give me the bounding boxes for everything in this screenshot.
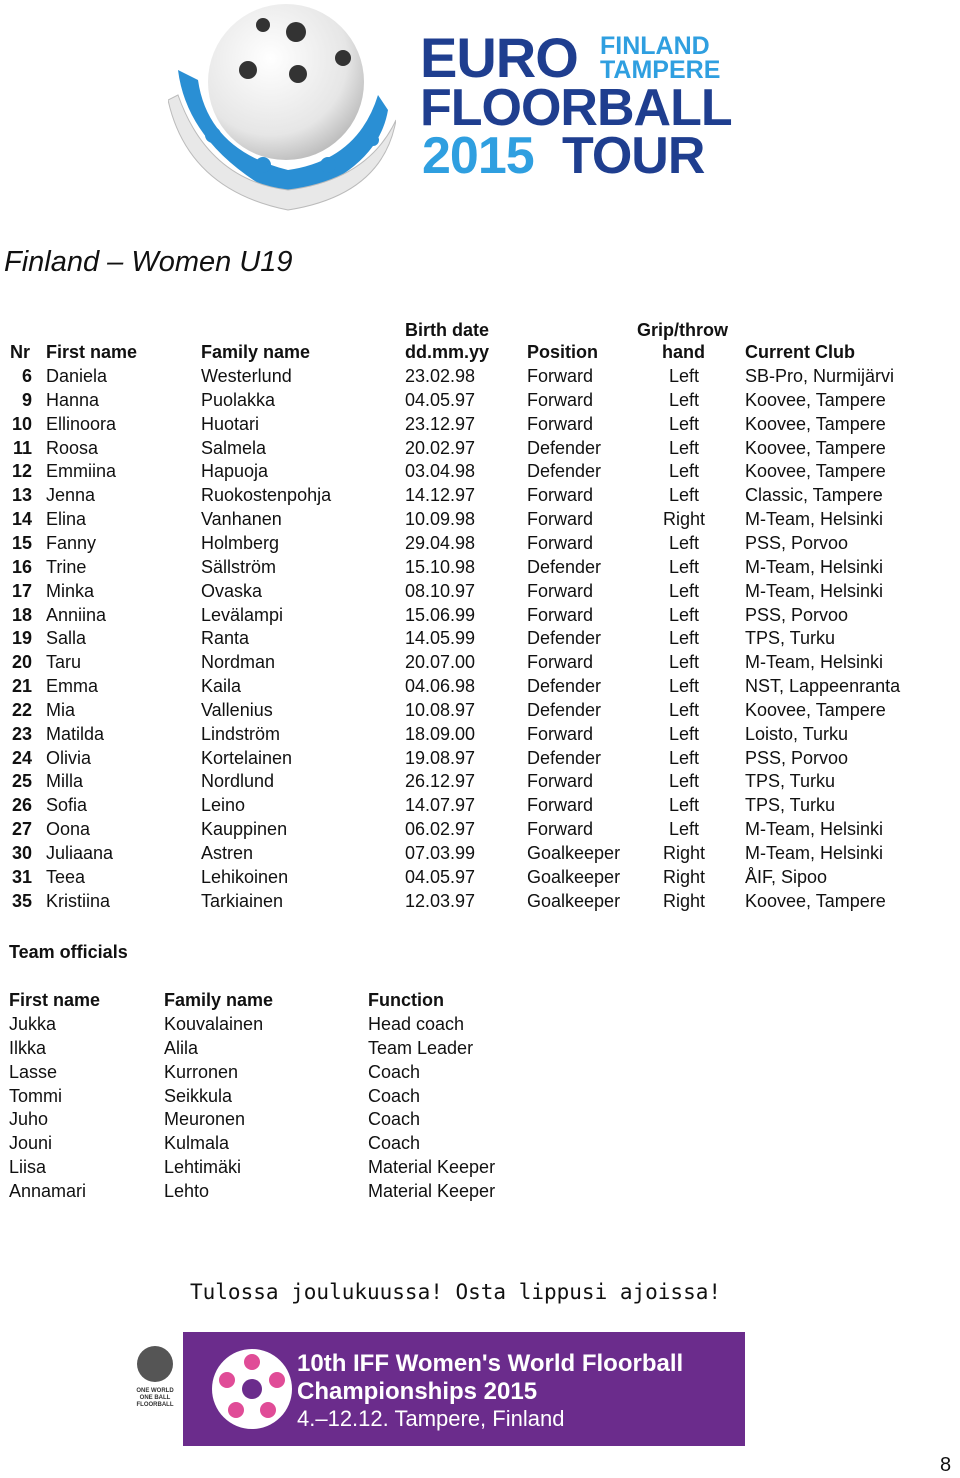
logo-finland: FINLAND (600, 32, 710, 60)
cell-position: Forward (527, 413, 594, 434)
cell-position: Defender (527, 437, 602, 458)
list-item (0, 1181, 600, 1205)
list-item (0, 1086, 600, 1110)
cell-grip: Left (668, 556, 700, 577)
cell-position: Forward (527, 532, 594, 553)
logo-tour: TOUR (562, 127, 705, 185)
cell-family: Puolakka (201, 389, 276, 410)
table-row (0, 891, 960, 915)
cell-family: Ruokostenpohja (201, 485, 332, 506)
cell-family: Nordlund (201, 771, 275, 792)
table-row (0, 509, 960, 533)
official-function: Coach (368, 1109, 421, 1130)
officials-header-first-name: First name (9, 990, 101, 1010)
official-first: Jukka (9, 1014, 57, 1034)
officials-header-family-name: Family name (164, 990, 274, 1010)
header-first-name: First name (46, 342, 138, 362)
cell-nr: 25 (11, 771, 32, 792)
header-nr: Nr (10, 342, 31, 362)
cell-nr: 11 (12, 437, 32, 458)
cell-club: ÅIF, Sipoo (745, 866, 828, 887)
cell-first: Hanna (46, 389, 100, 410)
cell-position: Defender (527, 461, 602, 482)
cell-club: M-Team, Helsinki (745, 652, 884, 673)
cell-nr: 15 (11, 532, 32, 553)
cell-birth: 29.04.98 (405, 532, 476, 553)
cell-position: Defender (527, 699, 602, 720)
official-function: Coach (368, 1085, 421, 1106)
list-item (0, 1038, 600, 1062)
logo-tampere: TAMPERE (600, 56, 721, 84)
cell-nr: 31 (11, 866, 32, 887)
cell-nr: 26 (11, 795, 32, 816)
cell-birth: 23.02.98 (405, 366, 476, 386)
header-grip: Grip/throw (637, 320, 728, 340)
official-first: Lasse (9, 1061, 58, 1082)
cell-family: Vanhanen (201, 509, 282, 530)
table-row (0, 771, 960, 795)
logo-year: 2015 (422, 127, 534, 185)
championship-banner[interactable] (127, 1332, 745, 1446)
cell-position: Forward (527, 795, 594, 816)
promo-text: Tulossa joulukuussa! Osta lippusi ajoissa! (190, 1280, 722, 1304)
cell-grip: Left (668, 819, 700, 840)
cell-club: Koovee, Tampere (745, 461, 886, 482)
cell-family: Levälampi (201, 604, 284, 625)
cell-birth: 20.07.00 (405, 652, 476, 673)
cell-club: Loisto, Turku (745, 723, 849, 744)
cell-club: NST, Lappeenranta (745, 676, 901, 697)
cell-family: Ranta (201, 628, 250, 649)
official-first: Annamari (9, 1180, 87, 1201)
official-function: Material Keeper (368, 1157, 496, 1178)
cell-grip: Left (668, 747, 700, 768)
table-row (0, 700, 960, 724)
table-row (0, 724, 960, 748)
cell-grip: Right (662, 843, 706, 863)
cell-first: Emmiina (46, 461, 117, 482)
cell-club: Classic, Tampere (745, 485, 883, 506)
cell-grip: Left (668, 604, 700, 625)
cell-birth: 10.08.97 (405, 699, 476, 720)
official-family: Kouvalainen (164, 1014, 264, 1034)
banner-line-1: 10th IFF Women's World Floorball (297, 1350, 684, 1377)
cell-birth: 14.12.97 (405, 485, 476, 506)
cell-birth: 23.12.97 (405, 413, 476, 434)
official-function: Team Leader (368, 1037, 474, 1058)
cell-grip: Left (668, 628, 700, 649)
logo-floorball: FLOORBALL (420, 79, 732, 137)
cell-position: Forward (527, 604, 594, 625)
official-first: Juho (9, 1109, 49, 1130)
cell-birth: 08.10.97 (405, 580, 476, 601)
cell-grip: Left (668, 413, 700, 434)
table-row (0, 557, 960, 581)
table-row (0, 414, 960, 438)
cell-first: Juliaana (46, 843, 114, 863)
cell-position: Goalkeeper (527, 866, 621, 887)
cell-position: Defender (527, 676, 602, 697)
officials-title: Team officials (9, 942, 128, 962)
cell-nr: 16 (11, 556, 32, 577)
cell-nr: 20 (11, 652, 32, 673)
cell-nr: 19 (11, 628, 32, 649)
banner-line-2: Championships 2015 (297, 1378, 538, 1405)
cell-birth: 12.03.97 (405, 890, 476, 911)
table-row (0, 748, 960, 772)
official-function: Coach (368, 1061, 421, 1082)
table-row (0, 438, 960, 462)
cell-first: Olivia (46, 747, 92, 768)
header-birth-format: dd.mm.yy (405, 342, 490, 362)
cell-first: Minka (46, 580, 95, 601)
header-position: Position (527, 342, 598, 362)
cell-family: Westerlund (201, 366, 292, 386)
cell-first: Matilda (46, 723, 105, 744)
cell-nr: 27 (11, 819, 32, 840)
cell-grip: Left (668, 771, 700, 792)
cell-club: SB-Pro, Nurmijärvi (745, 366, 895, 386)
cell-first: Daniela (46, 366, 108, 386)
cell-nr: 23 (11, 723, 32, 744)
cell-club: Koovee, Tampere (745, 437, 886, 458)
list-item (0, 1157, 600, 1181)
cell-nr: 35 (11, 890, 32, 911)
official-family: Kurronen (164, 1061, 239, 1082)
cell-family: Leino (201, 795, 246, 816)
cell-first: Sofia (46, 795, 88, 816)
page-number: 8 (940, 1454, 952, 1476)
cell-first: Fanny (46, 532, 97, 553)
header-hand: hand (662, 342, 705, 362)
cell-nr: 6 (21, 366, 32, 386)
cell-position: Forward (527, 580, 594, 601)
table-row (0, 676, 960, 700)
header-club: Current Club (745, 342, 855, 362)
cell-family: Kaila (201, 676, 242, 697)
cell-family: Lindström (201, 723, 281, 744)
official-family: Alila (164, 1037, 199, 1058)
cell-nr: 9 (21, 389, 32, 410)
cell-club: PSS, Porvoo (745, 747, 849, 768)
table-row (0, 867, 960, 891)
cell-club: TPS, Turku (745, 771, 836, 792)
header-family-name: Family name (201, 342, 311, 362)
cell-first: Roosa (46, 437, 99, 458)
cell-family: Ovaska (201, 580, 263, 601)
cell-family: Lehikoinen (201, 866, 289, 887)
cell-grip: Left (668, 389, 700, 410)
official-function: Coach (368, 1133, 421, 1154)
iff-logo-panel (127, 1332, 183, 1446)
cell-club: M-Team, Helsinki (745, 580, 884, 601)
cell-nr: 17 (11, 580, 32, 601)
cell-position: Defender (527, 628, 602, 649)
cell-family: Sällström (201, 556, 277, 577)
cell-first: Emma (46, 676, 99, 697)
table-row (0, 843, 960, 867)
cell-family: Tarkiainen (201, 890, 284, 911)
official-first: Liisa (9, 1157, 47, 1178)
cell-family: Nordman (201, 652, 276, 673)
cell-club: TPS, Turku (745, 628, 836, 649)
cell-family: Huotari (201, 413, 260, 434)
table-row (0, 795, 960, 819)
cell-grip: Left (668, 437, 700, 458)
official-first: Jouni (9, 1133, 53, 1154)
cell-first: Taru (46, 652, 82, 673)
table-row (0, 581, 960, 605)
official-first: Ilkka (9, 1037, 47, 1058)
cell-birth: 20.02.97 (405, 437, 476, 458)
cell-nr: 22 (11, 699, 32, 720)
cell-grip: Right (662, 509, 706, 530)
cell-first: Jenna (46, 485, 96, 506)
cell-nr: 14 (11, 509, 32, 530)
cell-nr: 21 (11, 676, 32, 697)
header-birth-date: Birth date (405, 320, 490, 340)
cell-birth: 15.06.99 (405, 604, 476, 625)
cell-family: Astren (201, 843, 254, 863)
official-function: Material Keeper (368, 1180, 496, 1201)
cell-birth: 14.07.97 (405, 795, 476, 816)
table-row (0, 461, 960, 485)
cell-club: M-Team, Helsinki (745, 843, 884, 863)
cell-position: Defender (527, 747, 602, 768)
floorball-star-icon (207, 1344, 297, 1434)
official-family: Meuronen (164, 1109, 246, 1130)
cell-position: Goalkeeper (527, 890, 621, 911)
cell-birth: 04.05.97 (405, 389, 476, 410)
cell-club: M-Team, Helsinki (745, 819, 884, 840)
cell-position: Forward (527, 723, 594, 744)
cell-club: Koovee, Tampere (745, 389, 886, 410)
cell-first: Kristiina (46, 890, 111, 911)
cell-grip: Left (668, 461, 700, 482)
cell-club: Koovee, Tampere (745, 413, 886, 434)
cell-club: Koovee, Tampere (745, 890, 886, 911)
cell-grip: Right (662, 866, 706, 887)
table-row (0, 366, 960, 390)
cell-family: Holmberg (201, 532, 280, 553)
cell-position: Defender (527, 556, 602, 577)
cell-family: Kauppinen (201, 819, 288, 840)
table-row (0, 819, 960, 843)
cell-birth: 07.03.99 (405, 843, 476, 863)
cell-first: Oona (46, 819, 91, 840)
cell-birth: 04.05.97 (405, 866, 476, 887)
cell-first: Anniina (46, 604, 107, 625)
cell-club: TPS, Turku (745, 795, 836, 816)
cell-birth: 06.02.97 (405, 819, 476, 840)
cell-family: Hapuoja (201, 461, 269, 482)
cell-nr: 10 (11, 413, 32, 434)
banner-line-3: 4.–12.12. Tampere, Finland (297, 1406, 565, 1431)
cell-family: Kortelainen (201, 747, 293, 768)
cell-club: PSS, Porvoo (745, 532, 849, 553)
table-row (0, 390, 960, 414)
cell-birth: 19.08.97 (405, 747, 476, 768)
cell-grip: Left (668, 699, 700, 720)
cell-grip: Left (668, 366, 700, 386)
officials-header-function: Function (368, 990, 444, 1010)
cell-birth: 14.05.99 (405, 628, 476, 649)
cell-grip: Right (662, 890, 706, 911)
official-function: Head coach (368, 1014, 465, 1034)
cell-first: Salla (46, 628, 87, 649)
cell-nr: 18 (11, 604, 32, 625)
table-row (0, 628, 960, 652)
page-title: Finland – Women U19 (4, 246, 293, 278)
cell-birth: 03.04.98 (405, 461, 476, 482)
floorball-icon (168, 0, 396, 212)
cell-first: Trine (46, 556, 87, 577)
cell-first: Ellinoora (46, 413, 117, 434)
cell-position: Forward (527, 485, 594, 506)
cell-position: Forward (527, 819, 594, 840)
cell-position: Forward (527, 389, 594, 410)
cell-first: Milla (46, 771, 84, 792)
cell-grip: Left (668, 795, 700, 816)
list-item (0, 1133, 600, 1157)
cell-position: Forward (527, 366, 594, 386)
cell-birth: 10.09.98 (405, 509, 476, 530)
cell-grip: Left (668, 580, 700, 601)
table-row (0, 652, 960, 676)
cell-nr: 30 (11, 843, 32, 863)
list-item (0, 1109, 600, 1133)
cell-grip: Left (668, 532, 700, 553)
cell-grip: Left (668, 652, 700, 673)
official-first: Tommi (9, 1085, 62, 1106)
cell-position: Forward (527, 509, 594, 530)
cell-position: Forward (527, 771, 594, 792)
cell-birth: 18.09.00 (405, 723, 476, 744)
cell-family: Salmela (201, 437, 267, 458)
cell-first: Teea (46, 866, 86, 887)
cell-family: Vallenius (201, 699, 273, 720)
table-row (0, 605, 960, 629)
cell-club: M-Team, Helsinki (745, 556, 884, 577)
cell-first: Elina (46, 509, 87, 530)
logo-euro: EURO (420, 26, 578, 89)
cell-grip: Left (668, 485, 700, 506)
cell-nr: 24 (11, 747, 32, 768)
iff-logo-text: ONE WORLD ONE BALL FLOORBALL (136, 1388, 174, 1408)
cell-first: Mia (46, 699, 76, 720)
official-family: Kulmala (164, 1133, 230, 1154)
list-item (0, 1062, 600, 1086)
cell-club: PSS, Porvoo (745, 604, 849, 625)
cell-grip: Left (668, 676, 700, 697)
cell-nr: 13 (11, 485, 32, 506)
iff-logo-icon (137, 1346, 173, 1382)
official-family: Lehtimäki (164, 1157, 242, 1178)
cell-nr: 12 (11, 461, 32, 482)
cell-birth: 15.10.98 (405, 556, 476, 577)
official-family: Lehto (164, 1180, 210, 1201)
table-row (0, 533, 960, 557)
cell-position: Forward (527, 652, 594, 673)
cell-grip: Left (668, 723, 700, 744)
cell-birth: 04.06.98 (405, 676, 476, 697)
cell-club: Koovee, Tampere (745, 699, 886, 720)
cell-position: Goalkeeper (527, 843, 621, 863)
official-family: Seikkula (164, 1085, 233, 1106)
cell-birth: 26.12.97 (405, 771, 476, 792)
table-row (0, 485, 960, 509)
list-item (0, 1014, 600, 1038)
cell-club: M-Team, Helsinki (745, 509, 884, 530)
